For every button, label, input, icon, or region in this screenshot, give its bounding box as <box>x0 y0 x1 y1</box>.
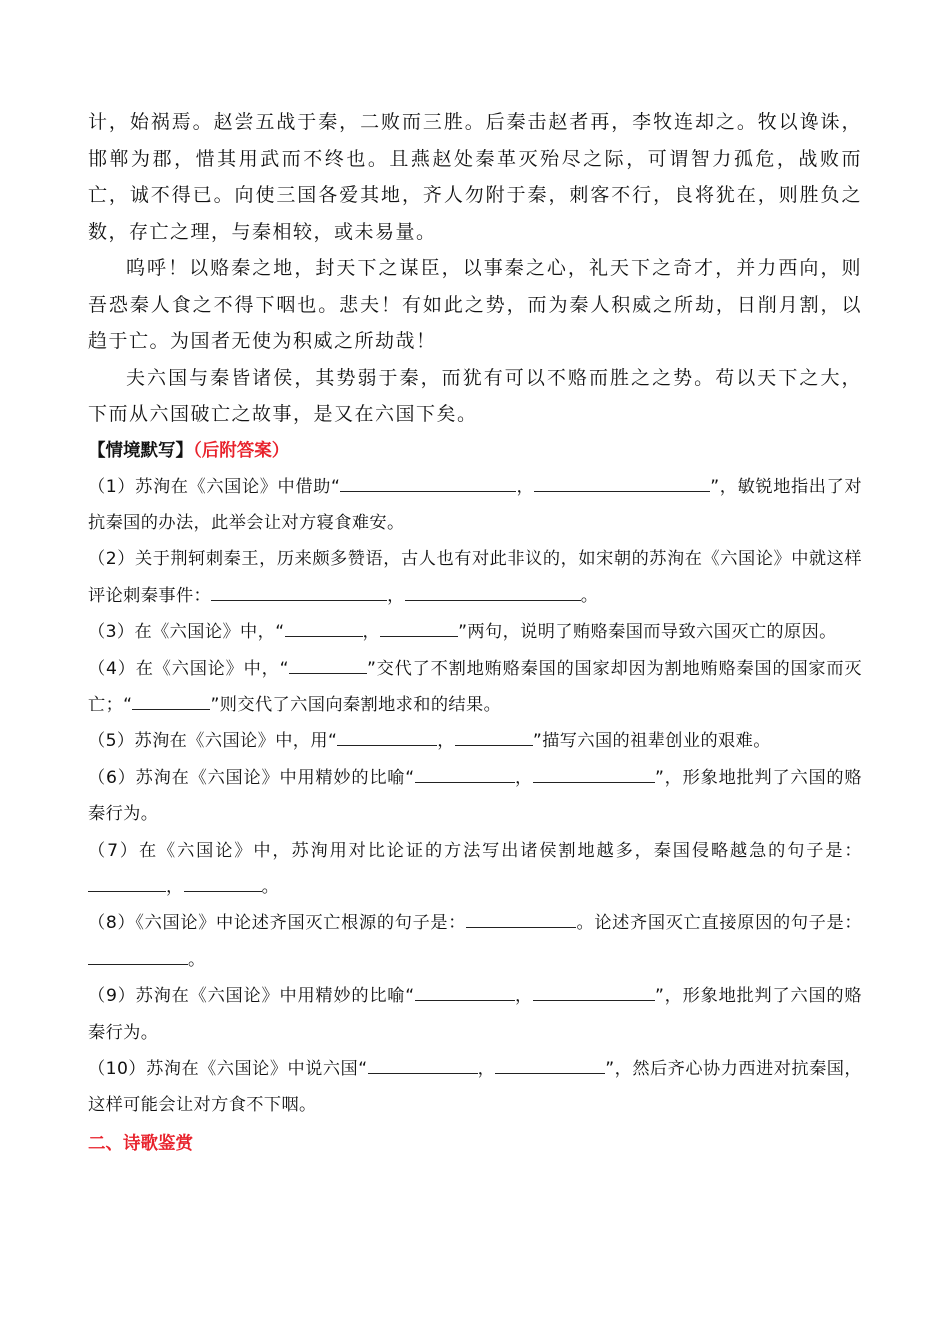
question-text: （5）苏洵在《六国论》中，用“ <box>88 731 338 752</box>
question-text: ”，形象地批判了六国的赂秦行为。 <box>88 986 862 1043</box>
question-text: ， <box>514 767 533 788</box>
fill-blank[interactable] <box>455 727 533 746</box>
question-text: ”两句，说明了贿赂秦国而导致六国灭亡的原因。 <box>458 622 837 643</box>
document-page <box>88 104 862 1162</box>
fill-blank[interactable] <box>184 873 262 892</box>
question-text: （10）苏洵在《六国论》中说六国“ <box>88 1059 368 1079</box>
section-heading-poetry: 二、诗歌鉴赏 <box>88 1133 193 1154</box>
question-text: （3）在《六国论》中，“ <box>88 622 285 643</box>
question-text: 。 <box>580 585 599 606</box>
question-4 <box>88 651 862 724</box>
fill-blank[interactable] <box>285 618 363 637</box>
question-10 <box>88 1051 862 1124</box>
question-5 <box>88 723 862 759</box>
question-text: 。 <box>188 949 206 970</box>
fill-blank[interactable] <box>368 1055 478 1074</box>
fill-blank[interactable] <box>289 655 367 674</box>
fill-blank[interactable] <box>466 909 576 928</box>
question-2 <box>88 541 862 614</box>
question-text: ， <box>516 476 535 497</box>
question-text: ”，形象地批判了六国的赂秦行为。 <box>88 767 862 825</box>
fill-blank[interactable] <box>415 982 515 1001</box>
fill-blank[interactable] <box>337 727 437 746</box>
fill-blank[interactable] <box>88 946 188 965</box>
question-text: （2）关于荆轲刺秦王，历来颇多赞语，古人也有对此非议的，如宋朝的苏洵在《六国论》中就这样评论刺秦事件： <box>88 549 862 606</box>
fill-blank[interactable] <box>405 582 581 601</box>
question-text: （8）《六国论》中论述齐国灭亡根源的句子是： <box>88 913 467 934</box>
question-text: ， <box>477 1059 496 1079</box>
question-text: （7）在《六国论》中，苏洵用对比论证的方法写出诸侯割地越多，秦国侵略越急的句子是： <box>88 840 862 861</box>
passage-paragraph-1: 计，始祸焉。赵尝五战于秦，二败而三胜。后秦击赵者再，李牧连却之。牧以谗诛，邯郸为郡，惜其用武而不终也。且燕赵处秦革灭殆尽之际，可谓智力孤危，战败而亡，诚不得已。向使三国各爱其地，齐人勿附于秦，刺客不行，良将犹在，则胜负之数，存亡之理，与秦相较，或未易量。 <box>88 111 862 243</box>
question-text: ， <box>362 622 381 643</box>
fill-blank[interactable] <box>211 582 387 601</box>
question-text: ， <box>514 986 533 1007</box>
passage-paragraph-3: 夫六国与秦皆诸侯，其势弱于秦，而犹有可以不赂而胜之之势。苟以天下之大，下而从六国破亡之故事，是又在六国下矣。 <box>88 366 862 425</box>
question-8 <box>88 905 862 978</box>
section-heading-recitation <box>88 433 862 469</box>
question-text: ”描写六国的祖辈创业的艰难。 <box>532 731 771 752</box>
answer-note: （后附答案） <box>193 440 290 461</box>
question-text: ， <box>387 585 405 606</box>
question-text: ”交代了不割地贿赂秦国的国家却因为割地贿赂秦国的国家而灭亡；“ <box>88 658 863 715</box>
question-text: ”，然后齐心协力西进对抗秦国，这样可能会让对方食不下咽。 <box>88 1059 863 1116</box>
fill-blank[interactable] <box>340 473 516 492</box>
question-7 <box>88 833 862 906</box>
passage-paragraph-2: 呜呼！以赂秦之地，封天下之谋臣，以事秦之心，礼天下之奇才，并力西向，则吾恐秦人食之不得下咽也。悲夫！有如此之势，而为秦人积威之所劫，日削月割，以趋于亡。为国者无使为积威之所劫哉！ <box>88 257 862 352</box>
fill-blank[interactable] <box>88 873 166 892</box>
question-text: ， <box>166 876 184 897</box>
section-title: 【情境默写】 <box>88 440 193 461</box>
question-text: （4）在《六国论》中，“ <box>88 658 289 679</box>
fill-blank[interactable] <box>533 764 655 783</box>
fill-blank[interactable] <box>534 473 710 492</box>
fill-blank[interactable] <box>533 982 655 1001</box>
fill-blank[interactable] <box>415 764 515 783</box>
question-6 <box>88 760 862 833</box>
fill-blank[interactable] <box>132 691 210 710</box>
question-text: （6）苏洵在《六国论》中用精妙的比喻“ <box>88 767 415 788</box>
question-text: 。论述齐国灭亡直接原因的句子是： <box>576 913 863 934</box>
question-text: ”，敏锐地指出了对抗秦国的办法，此举会让对方寝食难安。 <box>88 476 862 533</box>
question-9 <box>88 978 862 1051</box>
question-text: （9）苏洵在《六国论》中用精妙的比喻“ <box>88 986 415 1007</box>
fill-blank[interactable] <box>495 1055 605 1074</box>
fill-blank[interactable] <box>380 618 458 637</box>
question-3 <box>88 614 862 650</box>
question-text: ”则交代了六国向秦割地求和的结果。 <box>210 694 502 715</box>
question-text: ， <box>437 731 455 752</box>
question-text: （1）苏洵在《六国论》中借助“ <box>88 476 341 497</box>
question-1 <box>88 469 862 542</box>
question-text: 。 <box>261 876 280 897</box>
